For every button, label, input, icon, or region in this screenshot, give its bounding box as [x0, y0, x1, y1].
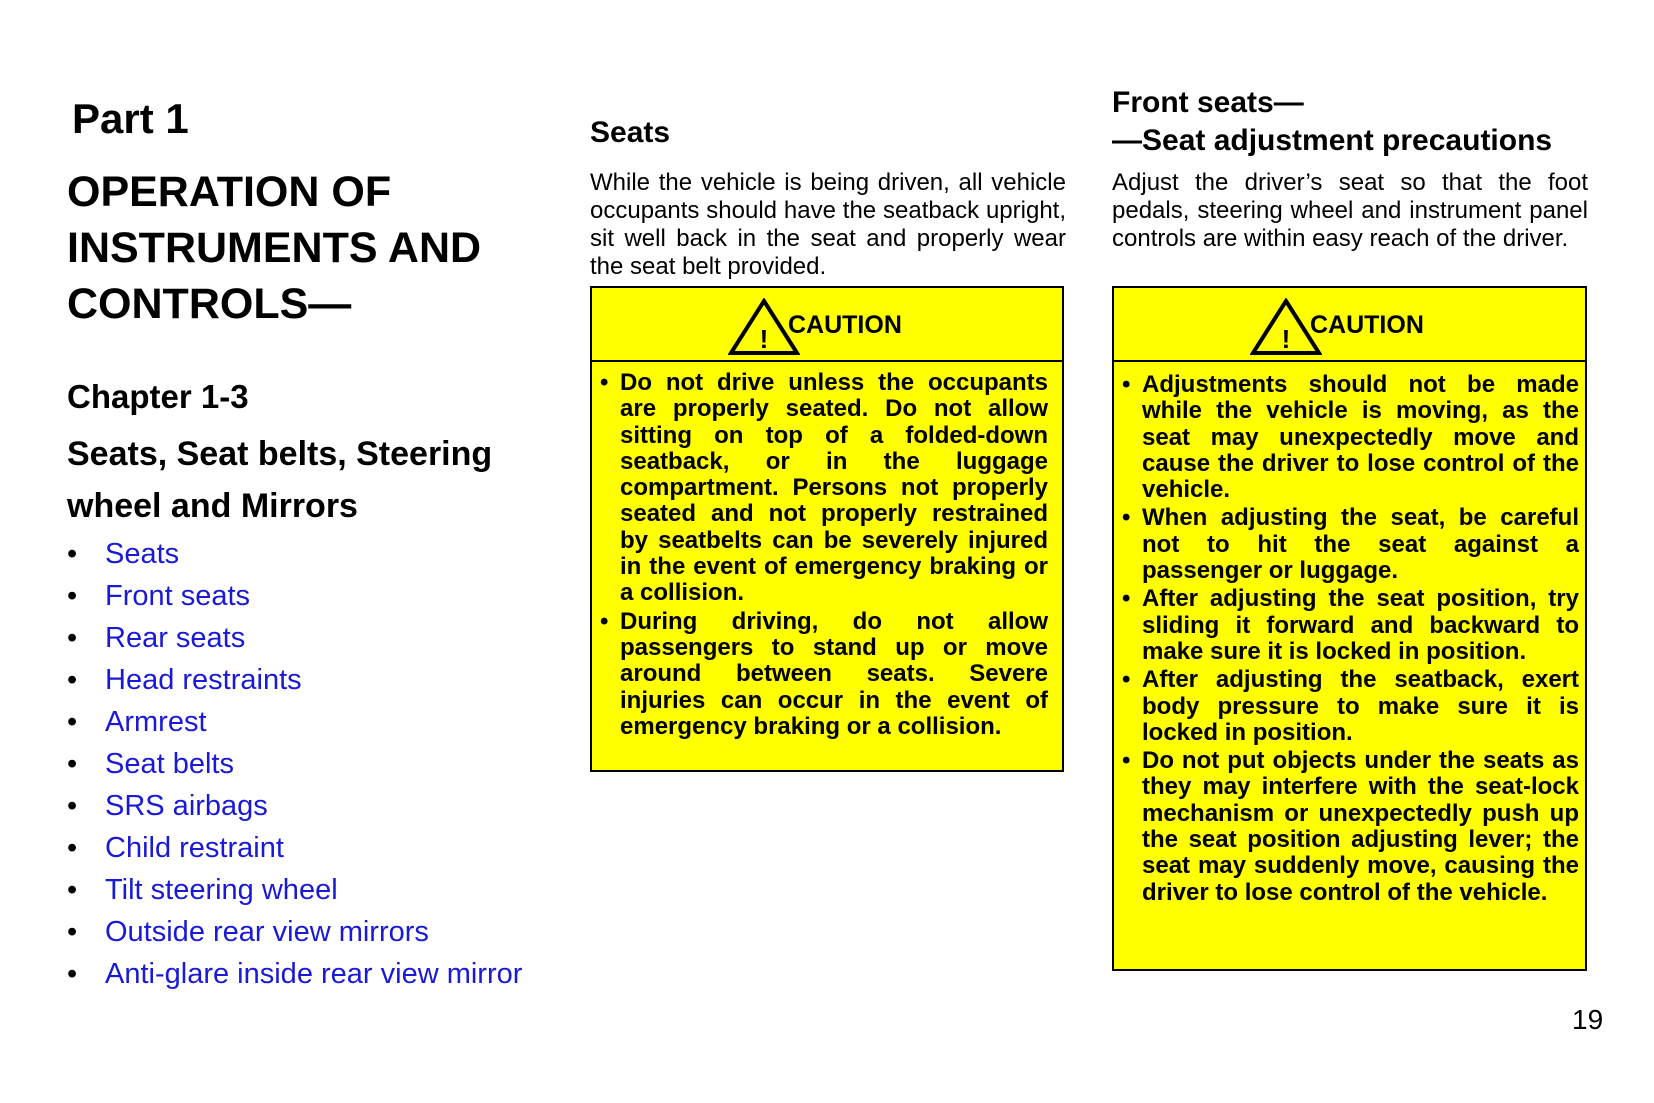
toc-item — [67, 577, 527, 619]
toc-link-seat-belts[interactable]: Seat belts — [105, 748, 234, 780]
bullet-icon: • — [67, 748, 78, 780]
caution-item-text: After adjusting the seat position, try sliding it forward and backward to make sure it is locked in position. — [1142, 585, 1579, 665]
caution-item — [1118, 748, 1579, 906]
bullet-icon: • — [67, 622, 78, 654]
bullet-icon: • — [67, 706, 78, 738]
toc-link-seats[interactable]: Seats — [105, 538, 180, 570]
bullet-icon: • — [600, 607, 609, 635]
bullet-icon: • — [67, 580, 78, 612]
caution-item — [1118, 505, 1579, 584]
toc-item — [67, 787, 527, 829]
toc-item — [67, 913, 527, 955]
toc-item — [67, 745, 527, 787]
toc-link-armrest[interactable]: Armrest — [105, 706, 207, 738]
front-seats-caution-box — [1112, 286, 1587, 971]
front-seats-intro-text: Adjust the driver’s seat so that the foot pedals, steering wheel and instrument panel controls are within easy reach of the driver. — [1112, 169, 1588, 252]
page-number: 19 — [1572, 1004, 1604, 1035]
caution-item — [596, 370, 1048, 607]
bullet-icon: • — [67, 916, 78, 948]
toc-link-anti-glare-mirror[interactable]: Anti-glare inside rear view mirror — [105, 958, 523, 990]
caution-header — [1114, 288, 1585, 362]
caution-list — [592, 362, 1062, 740]
bullet-icon: • — [1122, 747, 1131, 775]
front-seats-heading: Front seats— — [1112, 86, 1304, 119]
seats-intro-text: While the vehicle is being driven, all vehicle occupants should have the seatback upright, sit well back in the seat and properly wear the seat belt provided. — [590, 169, 1066, 280]
caution-label: CAUTION — [1310, 311, 1424, 339]
bullet-icon: • — [1122, 504, 1131, 532]
caution-item — [1118, 586, 1579, 665]
seats-heading: Seats — [590, 116, 671, 149]
toc-item — [67, 619, 527, 661]
toc-item — [67, 703, 527, 745]
toc-item — [67, 871, 527, 913]
caution-header — [592, 288, 1062, 362]
toc-item — [67, 661, 527, 703]
toc-link-head-restraints[interactable]: Head restraints — [105, 664, 302, 696]
caution-item-text: Do not drive unless the occupants are properly seated. Do not allow sitting on top of a folded-down seatback, or in the luggage compartment. Persons not properly seated and not properly restrained by seatbelts can be severely injured in the event of emergency braking or a collision. — [620, 369, 1048, 607]
caution-item-text: Do not put objects under the seats as they may interfere with the seat-lock mechanism or unexpectedly push up the seat position adjusting lever; the seat may suddenly move, causing the driver to lose control of the vehicle. — [1142, 747, 1579, 906]
bullet-icon: • — [1122, 585, 1131, 613]
caution-label: CAUTION — [788, 311, 902, 339]
seat-adjustment-heading: —Seat adjustment precautions — [1112, 124, 1553, 157]
toc-link-srs-airbags[interactable]: SRS airbags — [105, 790, 268, 822]
chapter-contents-list — [67, 535, 527, 1035]
bullet-icon: • — [67, 538, 78, 570]
toc-link-front-seats[interactable]: Front seats — [105, 580, 251, 612]
svg-text:!: ! — [759, 324, 769, 354]
caution-item — [1118, 667, 1579, 746]
caution-item — [1118, 372, 1579, 503]
svg-text:!: ! — [1281, 324, 1291, 354]
section-title: OPERATION OF INSTRUMENTS AND CONTROLS— — [67, 168, 482, 328]
bullet-icon: • — [67, 874, 78, 906]
bullet-icon: • — [67, 664, 78, 696]
toc-link-tilt-steering-wheel[interactable]: Tilt steering wheel — [105, 874, 338, 906]
toc-item — [67, 535, 527, 577]
bullet-icon: • — [600, 369, 609, 396]
caution-item-text: Adjustments should not be made while the vehicle is moving, as the seat may unexpectedly move and cause the driver to lose control of the vehicle. — [1142, 371, 1579, 504]
chapter-title: Seats, Seat belts, Steering wheel and Mirrors — [67, 435, 493, 525]
bullet-icon: • — [67, 958, 78, 990]
seats-caution-box — [590, 286, 1064, 772]
caution-item-text: During driving, do not allow passengers to stand up or move around between seats. Severe injuries can occur in the event of emergency braking or a collision. — [620, 607, 1048, 740]
caution-item-text: When adjusting the seat, be careful not to hit the seat against a passenger or luggage. — [1142, 504, 1579, 585]
bullet-icon: • — [67, 790, 78, 822]
bullet-icon: • — [67, 832, 78, 864]
caution-item — [596, 609, 1048, 740]
chapter-label: Chapter 1-3 — [67, 378, 249, 415]
caution-item-text: After adjusting the seatback, exert body pressure to make sure it is locked in position. — [1142, 666, 1579, 746]
bullet-icon: • — [1122, 371, 1131, 398]
toc-link-rear-seats[interactable]: Rear seats — [105, 622, 246, 654]
part-label: Part 1 — [72, 95, 189, 142]
toc-link-child-restraint[interactable]: Child restraint — [105, 832, 284, 864]
toc-item — [67, 829, 527, 871]
toc-item — [67, 955, 527, 1035]
bullet-icon: • — [1122, 666, 1131, 694]
toc-link-outside-rear-view-mirrors[interactable]: Outside rear view mirrors — [105, 916, 429, 948]
caution-list — [1114, 362, 1585, 906]
